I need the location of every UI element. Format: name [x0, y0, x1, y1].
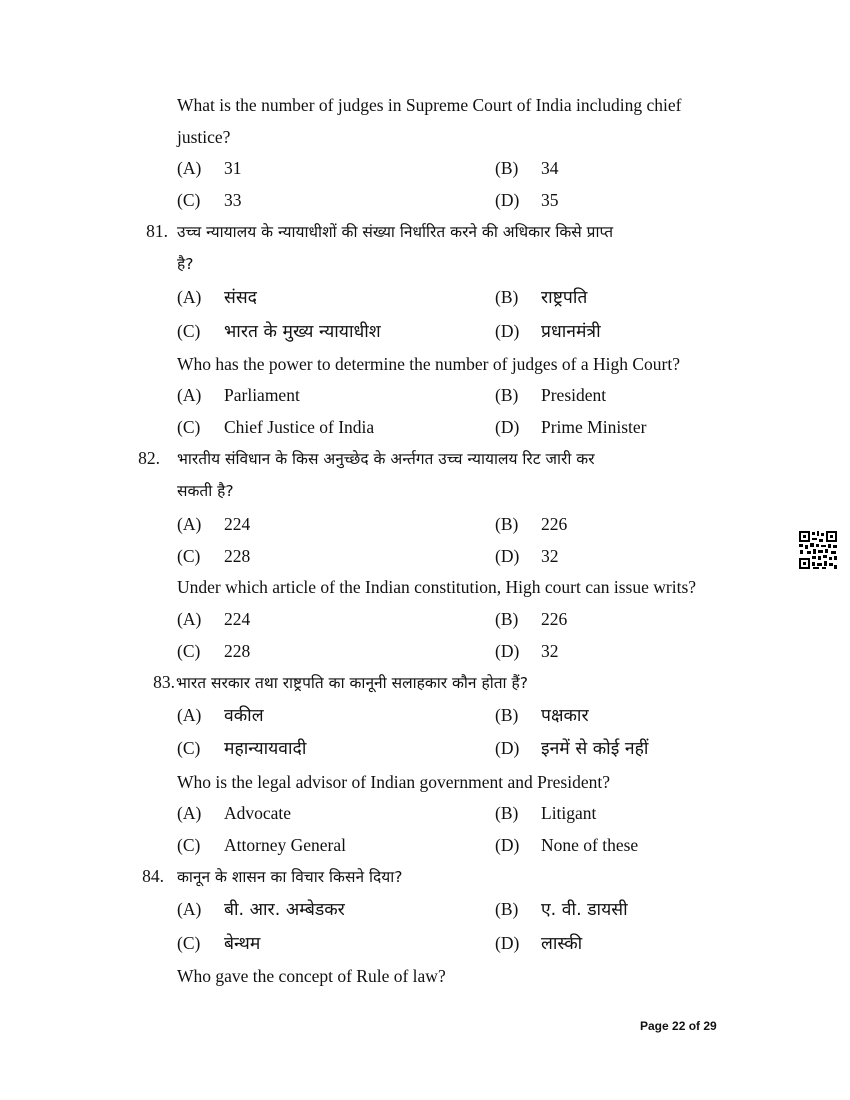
question-text: Who gave the concept of Rule of law? [177, 966, 446, 986]
option-label: (B) [495, 705, 519, 725]
question-text: भारत सरकार तथा राष्ट्रपति का कानूनी सलाहकार कौन होता हैं? [176, 674, 528, 692]
option-text: 31 [224, 158, 242, 178]
option-text: प्रधानमंत्री [541, 322, 601, 342]
option-text: 224 [224, 609, 251, 629]
option-text: Litigant [541, 803, 597, 823]
option-text: None of these [541, 835, 639, 855]
option-label: (C) [177, 321, 201, 341]
option-text: भारत के मुख्य न्यायाधीश [224, 322, 381, 342]
option-text: 226 [541, 609, 568, 629]
option-text: वकील [224, 706, 264, 726]
option-label: (A) [177, 609, 202, 629]
option-label: (A) [177, 705, 202, 725]
question-text: Who is the legal advisor of Indian government and President? [177, 772, 611, 792]
option-label: (B) [495, 287, 519, 307]
option-text: ए. वी. डायसी [541, 900, 628, 920]
option-label: (B) [495, 899, 519, 919]
option-label: (D) [495, 641, 520, 661]
option-text: लास्की [541, 934, 583, 954]
option-text: 228 [224, 546, 251, 566]
option-label: (C) [177, 546, 201, 566]
qr-code-icon [798, 530, 838, 570]
option-label: (B) [495, 803, 519, 823]
option-label: (A) [177, 803, 202, 823]
question-text: भारतीय संविधान के किस अनुच्छेद के अर्न्तगत उच्च न्यायालय रिट जारी कर [177, 450, 595, 468]
option-label: (A) [177, 899, 202, 919]
option-label: (D) [495, 417, 520, 437]
question-text: Under which article of the Indian constitution, High court can issue writs? [177, 577, 697, 597]
option-text: Attorney General [224, 835, 346, 855]
option-text: 32 [541, 641, 559, 661]
option-text: Prime Minister [541, 417, 647, 437]
option-label: (C) [177, 738, 201, 758]
option-label: (B) [495, 609, 519, 629]
option-label: (C) [177, 835, 201, 855]
option-label: (A) [177, 158, 202, 178]
option-label: (A) [177, 385, 202, 405]
option-label: (C) [177, 933, 201, 953]
option-label: (A) [177, 514, 202, 534]
question-number: 81. [146, 221, 168, 241]
question-text-cont: सकती है? [177, 482, 234, 500]
option-text: 34 [541, 158, 559, 178]
question-text: कानून के शासन का विचार किसने दिया? [177, 868, 403, 886]
question-number: 84. [142, 866, 164, 886]
option-label: (D) [495, 738, 520, 758]
option-label: (B) [495, 514, 519, 534]
option-text: Parliament [224, 385, 300, 405]
option-label: (A) [177, 287, 202, 307]
option-text: बी. आर. अम्बेडकर [224, 900, 345, 920]
option-label: (D) [495, 321, 520, 341]
question-text-cont: justice? [177, 127, 231, 147]
option-text: 35 [541, 190, 559, 210]
option-text: Chief Justice of India [224, 417, 375, 437]
option-text: पक्षकार [541, 706, 589, 726]
option-label: (C) [177, 641, 201, 661]
question-text: What is the number of judges in Supreme Court of India including chief [177, 95, 682, 115]
option-text: महान्यायवादी [224, 739, 307, 759]
option-label: (D) [495, 835, 520, 855]
option-label: (D) [495, 546, 520, 566]
question-text: Who has the power to determine the number of judges of a High Court? [177, 354, 680, 374]
page-number: Page 22 of 29 [640, 1019, 717, 1033]
option-text: 228 [224, 641, 251, 661]
question-number: 83. [153, 672, 175, 692]
option-text: President [541, 385, 607, 405]
option-label: (C) [177, 417, 201, 437]
question-text: उच्च न्यायालय के न्यायाधीशों की संख्या निर्धारित करने की अधिकार किसे प्राप्त [177, 223, 614, 241]
option-text: इनमें से कोई नहीं [541, 739, 649, 759]
option-text: 224 [224, 514, 251, 534]
question-text-cont: है? [177, 255, 194, 273]
option-label: (D) [495, 933, 520, 953]
question-number: 82. [138, 448, 160, 468]
option-text: संसद [224, 288, 257, 308]
option-label: (B) [495, 158, 519, 178]
option-text: राष्ट्रपति [541, 288, 588, 308]
option-label: (D) [495, 190, 520, 210]
option-text: बेन्थम [224, 934, 261, 954]
option-text: Advocate [224, 803, 292, 823]
option-text: 226 [541, 514, 568, 534]
option-text: 33 [224, 190, 242, 210]
option-label: (C) [177, 190, 201, 210]
option-text: 32 [541, 546, 559, 566]
option-label: (B) [495, 385, 519, 405]
